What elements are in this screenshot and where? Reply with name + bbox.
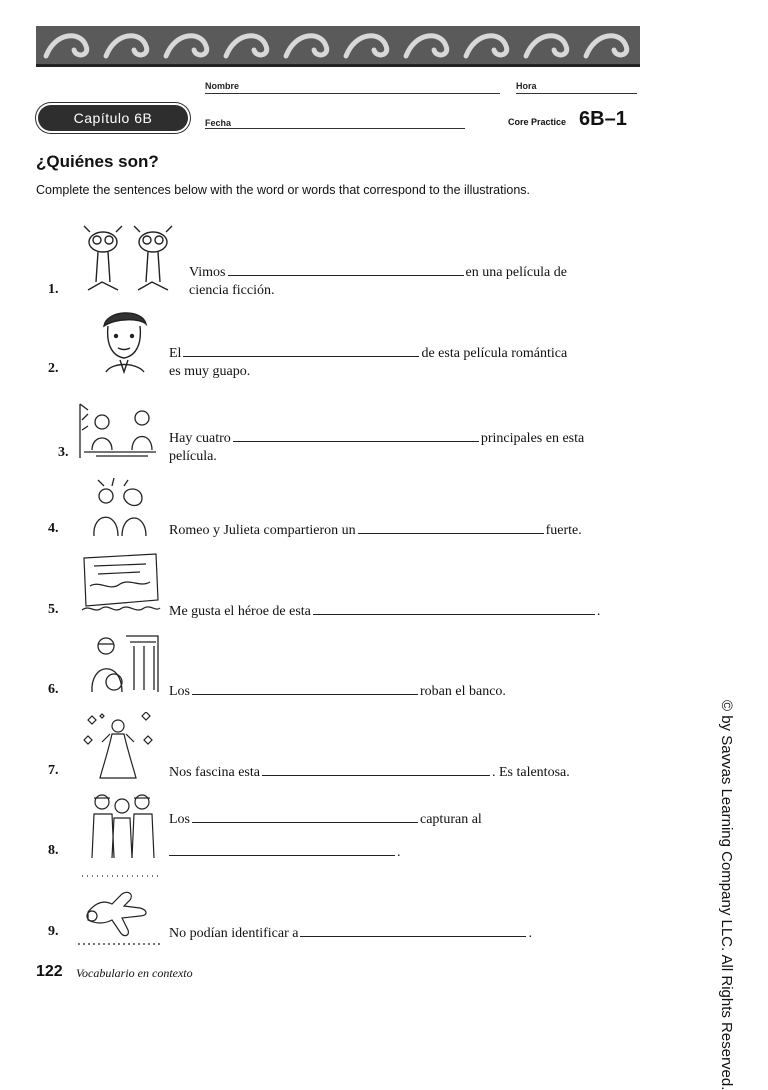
answer-blank[interactable] xyxy=(192,682,418,695)
sentence-text: capturan al xyxy=(420,812,482,827)
item-number: 6. xyxy=(48,682,59,697)
sentence-text: de esta película romántica xyxy=(421,346,568,361)
item-number: 7. xyxy=(48,763,59,778)
decorative-banner xyxy=(36,26,640,67)
item-number: 4. xyxy=(48,521,59,536)
sentence-text: No podían identificar a xyxy=(169,926,299,941)
sentence-text: fuerte. xyxy=(545,523,582,538)
sentence-text: . xyxy=(397,845,401,860)
movie-poster-illustration-icon xyxy=(80,552,162,616)
sentence-6 xyxy=(169,682,506,701)
answer-blank[interactable] xyxy=(358,521,544,534)
sentence-text: Los xyxy=(169,812,190,827)
section-title: ¿Quiénes son? xyxy=(36,152,159,171)
core-practice-label: Core Practice xyxy=(508,117,567,127)
sentence-text: en una película de xyxy=(465,265,567,280)
sentence-8-continued xyxy=(169,843,401,862)
answer-blank[interactable] xyxy=(262,763,490,776)
sentence-text: . Es talentosa. xyxy=(491,765,570,780)
sentence-2 xyxy=(169,344,567,381)
sentence-text: película. xyxy=(169,449,217,464)
couple-love-illustration-icon xyxy=(84,476,154,538)
item-number: 9. xyxy=(48,924,59,939)
sentence-text: . xyxy=(596,604,601,619)
sentence-8 xyxy=(169,810,482,829)
actress-illustration-icon xyxy=(82,712,154,780)
sentence-text: Me gusta el héroe de esta xyxy=(169,604,311,619)
victim-outline-illustration-icon xyxy=(78,872,160,946)
actor-portrait-icon xyxy=(96,308,152,374)
name-field[interactable] xyxy=(205,93,500,94)
sentence-text: principales en esta xyxy=(480,431,585,446)
item-number: 1. xyxy=(48,282,59,297)
answer-blank[interactable] xyxy=(169,843,395,856)
answer-blank[interactable] xyxy=(300,924,526,937)
answer-blank[interactable] xyxy=(228,263,464,276)
aliens-illustration-icon xyxy=(78,222,178,294)
answer-blank[interactable] xyxy=(313,602,595,615)
main-characters-illustration-icon xyxy=(78,400,158,462)
item-number: 3. xyxy=(58,445,69,460)
sentence-text: ciencia ficción. xyxy=(189,283,275,298)
date-label: Fecha xyxy=(205,118,232,128)
sentence-text: Vimos xyxy=(189,265,226,280)
sentence-text: Nos fascina esta xyxy=(169,765,260,780)
sentence-text: . xyxy=(528,926,532,941)
instructions: Complete the sentences below with the word or words that correspond to the illustrations. xyxy=(36,183,531,197)
item-number: 5. xyxy=(48,602,59,617)
answer-blank[interactable] xyxy=(233,429,479,442)
item-number: 8. xyxy=(48,843,59,858)
copyright-text: © by Savvas Learning Company LLC. All Rights Reserved. xyxy=(718,700,735,1090)
detectives-illustration-icon xyxy=(86,790,158,860)
page-number: 122 xyxy=(36,963,63,980)
copyright-notice xyxy=(715,700,735,1090)
core-practice-number: 6B–1 xyxy=(579,108,627,130)
date-field[interactable] xyxy=(205,128,465,129)
answer-blank[interactable] xyxy=(183,344,419,357)
hour-label: Hora xyxy=(516,81,537,91)
sentence-7 xyxy=(169,763,570,782)
page-caption: Vocabulario en contexto xyxy=(76,966,193,980)
name-label: Nombre xyxy=(205,81,240,91)
answer-blank[interactable] xyxy=(192,810,418,823)
chapter-badge: Capítulo 6B xyxy=(36,103,190,133)
wave-pattern-icon xyxy=(36,26,640,64)
sentence-text: es muy guapo. xyxy=(169,364,251,379)
sentence-3 xyxy=(169,429,584,466)
sentence-1 xyxy=(189,263,567,300)
sentence-4 xyxy=(169,521,582,540)
sentence-5 xyxy=(169,602,600,621)
robbers-illustration-icon xyxy=(86,632,160,696)
hour-field[interactable] xyxy=(516,93,637,94)
sentence-9 xyxy=(169,924,532,943)
sentence-text: Los xyxy=(169,684,190,699)
sentence-text: Hay cuatro xyxy=(169,431,231,446)
sentence-text: roban el banco. xyxy=(420,684,506,699)
item-number: 2. xyxy=(48,361,59,376)
sentence-text: Romeo y Julieta compartieron un xyxy=(169,523,356,538)
sentence-text: El xyxy=(169,346,182,361)
